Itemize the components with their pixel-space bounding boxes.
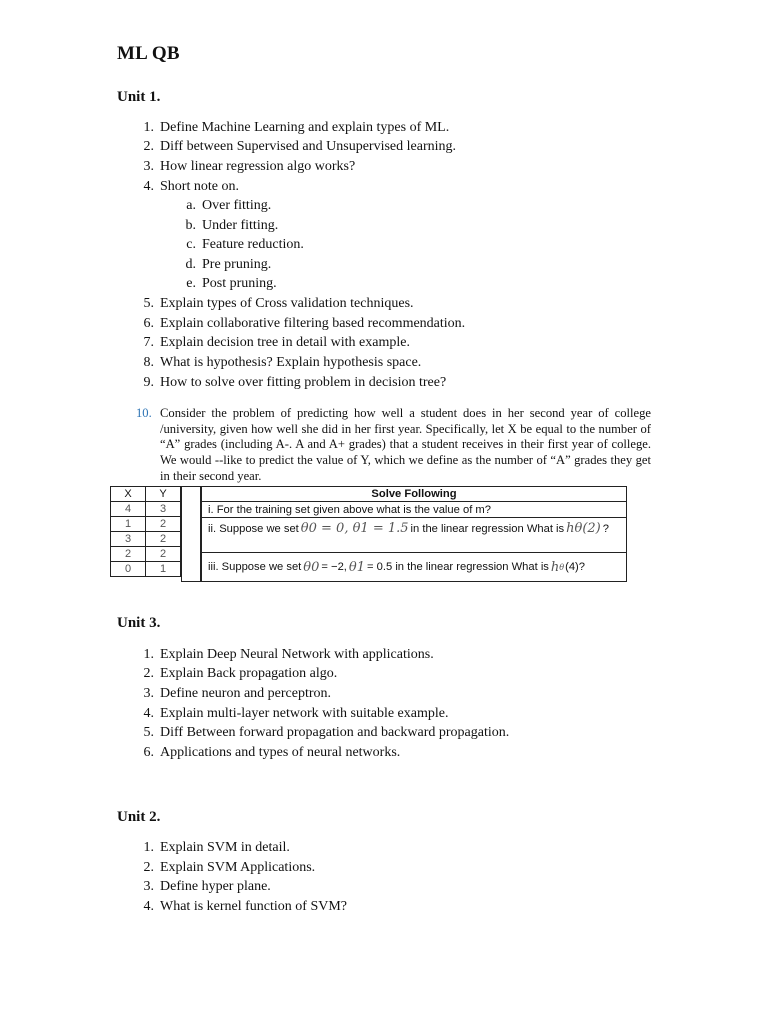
table-row [111, 547, 181, 562]
table-header-row [111, 487, 181, 502]
table-row [111, 562, 181, 577]
table-row [111, 517, 181, 532]
solve-question-2: ii. Suppose we set θ0 = 0, θ1 = 1.5 in the linear regression What is hθ(2) ? [201, 518, 627, 539]
column-header-y: Y [146, 487, 181, 502]
unit1-heading: Unit 1. [117, 89, 161, 105]
table-row [111, 502, 181, 517]
unit3-heading: Unit 3. [117, 615, 161, 631]
table-cell: 4 [111, 502, 146, 517]
table-cell: 0 [111, 562, 146, 577]
xy-data-table [110, 486, 181, 577]
solve-blank-row [201, 539, 627, 553]
table-cell: 1 [146, 562, 181, 577]
solve-question-1: i. For the training set given above what is the value of m? [201, 502, 627, 518]
table-row [111, 532, 181, 547]
table-cell: 3 [146, 502, 181, 517]
column-header-x: X [111, 487, 146, 502]
table-spacer-column [181, 486, 201, 582]
document-title: ML QB [117, 43, 180, 64]
table-cell: 3 [111, 532, 146, 547]
math-subscript: θ [559, 562, 565, 572]
table-cell: 2 [146, 532, 181, 547]
math-expression: hθ(2) [566, 521, 601, 536]
question-10 [136, 406, 651, 485]
math-expression: θ1 [348, 559, 366, 575]
solve-question-3: iii. Suppose we set θ0 = −2, θ1 = 0.5 in the linear regression What is h θ (4)? [201, 553, 627, 582]
table-cell: 2 [146, 547, 181, 562]
unit2-heading: Unit 2. [117, 809, 161, 825]
math-expression: θ0 [303, 559, 320, 575]
math-expression: h [550, 559, 560, 575]
table-cell: 2 [146, 517, 181, 532]
table-cell: 2 [111, 547, 146, 562]
math-expression: θ0 = 0, θ1 = 1.5 [300, 521, 409, 536]
question-10-text: Consider the problem of predicting how well a student does in her second year of college /university, given how well she did in her first year. Specifically, let X be equal to the number of “A” grades (including A-. A and A+ grades) that a student receives in their first year of college. We would --like to predict the value of Y, which we define as the number of “A” grades they get in their second year. [160, 406, 651, 483]
table-cell: 1 [111, 517, 146, 532]
solve-following-table [201, 486, 627, 582]
question-10-number: 10. [136, 406, 152, 420]
solve-following-header: Solve Following [201, 486, 627, 502]
